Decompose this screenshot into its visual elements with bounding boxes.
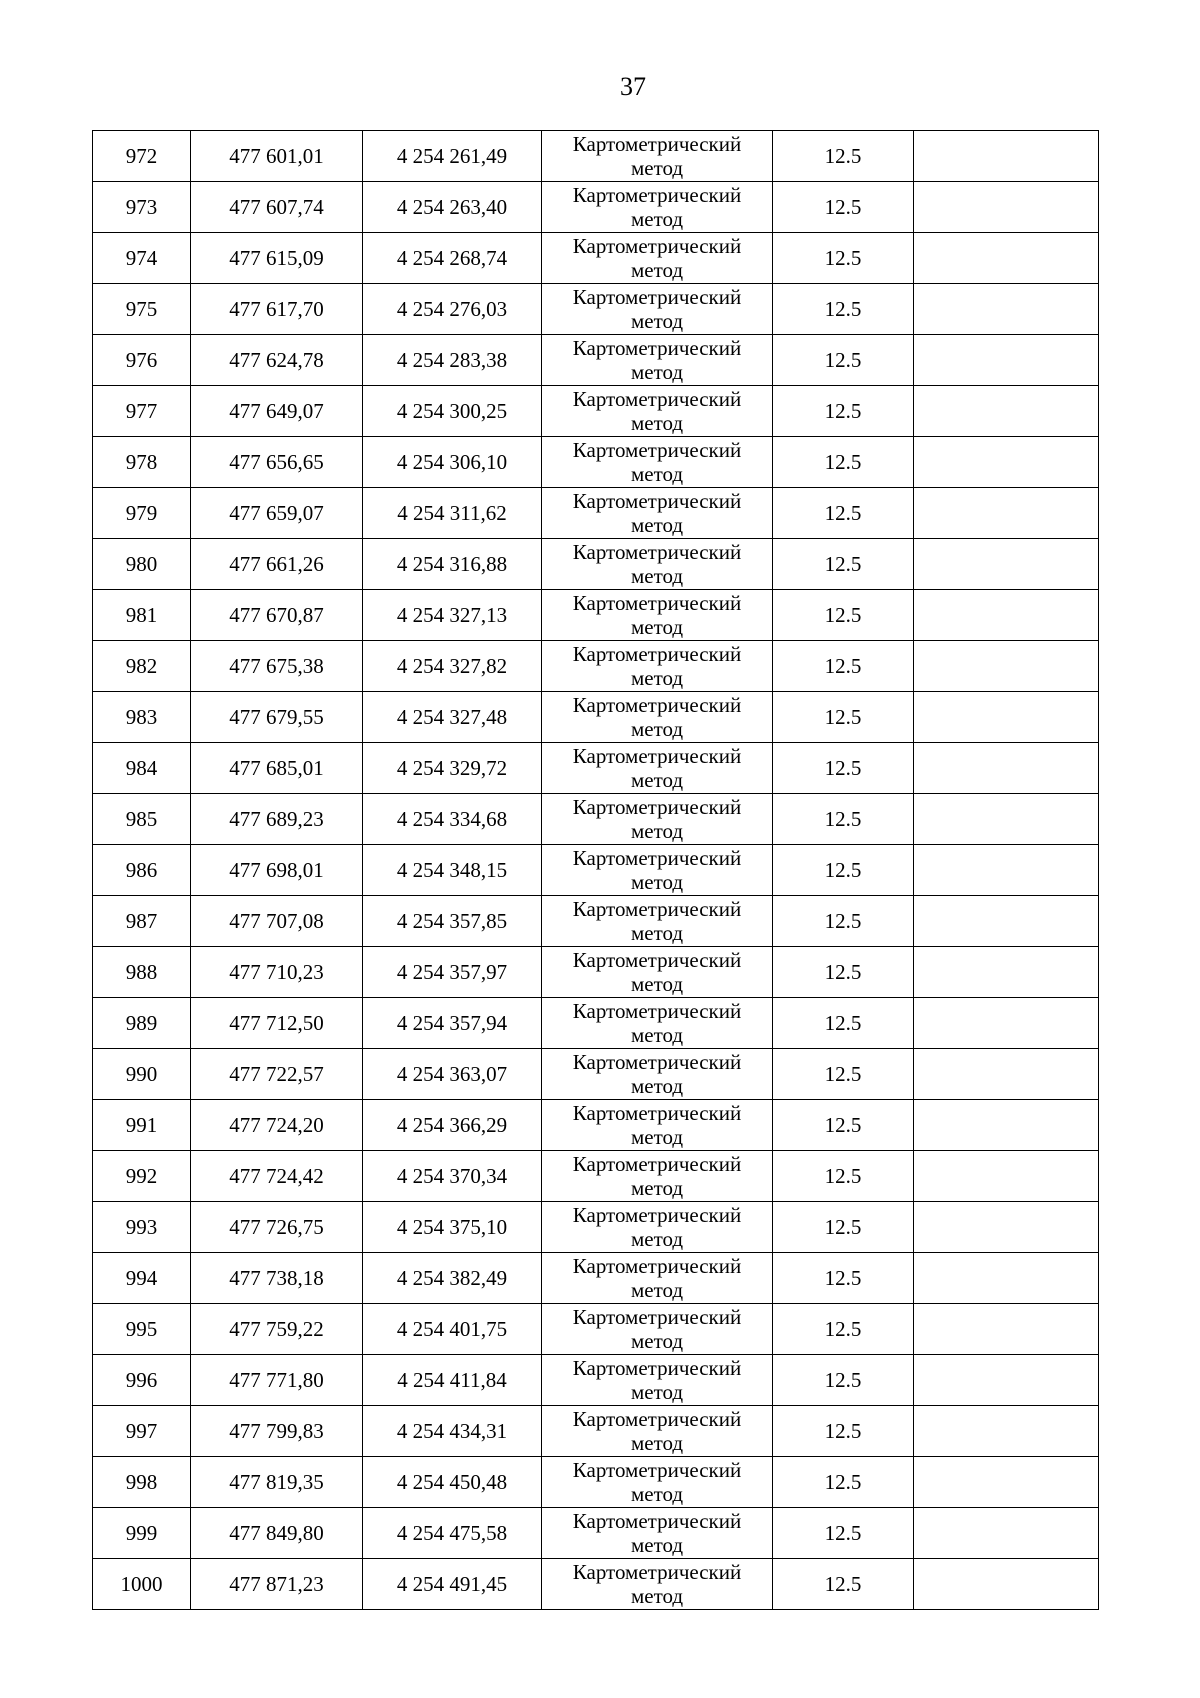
point-number-cell: 1000 xyxy=(93,1559,191,1610)
note-cell xyxy=(914,539,1099,590)
method-cell xyxy=(542,998,773,1049)
coordinates-table xyxy=(92,130,1099,1610)
method-line-1: Картометрический xyxy=(572,336,742,360)
note-cell xyxy=(914,743,1099,794)
x-coordinate-cell: 477 724,42 xyxy=(191,1151,363,1202)
y-coordinate-cell: 4 254 366,29 xyxy=(363,1100,542,1151)
y-coordinate-cell: 4 254 327,13 xyxy=(363,590,542,641)
method-line-1: Картометрический xyxy=(572,1050,742,1074)
method-cell xyxy=(542,692,773,743)
method-line-1: Картометрический xyxy=(572,132,742,156)
point-number-cell: 981 xyxy=(93,590,191,641)
note-cell xyxy=(914,182,1099,233)
method-line-2: метод xyxy=(630,1380,684,1404)
accuracy-cell: 12.5 xyxy=(773,539,914,590)
table-row xyxy=(93,182,1099,233)
method-cell xyxy=(542,1508,773,1559)
method-line-1: Картометрический xyxy=(572,897,742,921)
method-line-2: метод xyxy=(630,717,684,741)
x-coordinate-cell: 477 819,35 xyxy=(191,1457,363,1508)
x-coordinate-cell: 477 712,50 xyxy=(191,998,363,1049)
y-coordinate-cell: 4 254 475,58 xyxy=(363,1508,542,1559)
y-coordinate-cell: 4 254 357,94 xyxy=(363,998,542,1049)
point-number-cell: 991 xyxy=(93,1100,191,1151)
method-line-1: Картометрический xyxy=(572,744,742,768)
accuracy-cell: 12.5 xyxy=(773,335,914,386)
method-line-2: метод xyxy=(630,1074,684,1098)
method-line-1: Картометрический xyxy=(572,795,742,819)
method-cell xyxy=(542,1355,773,1406)
method-line-1: Картометрический xyxy=(572,1560,742,1584)
method-line-1: Картометрический xyxy=(572,1254,742,1278)
method-cell xyxy=(542,590,773,641)
note-cell xyxy=(914,1508,1099,1559)
method-line-1: Картометрический xyxy=(572,693,742,717)
y-coordinate-cell: 4 254 348,15 xyxy=(363,845,542,896)
method-cell xyxy=(542,1100,773,1151)
method-line-1: Картометрический xyxy=(572,1407,742,1431)
accuracy-cell: 12.5 xyxy=(773,794,914,845)
method-cell xyxy=(542,641,773,692)
note-cell xyxy=(914,1457,1099,1508)
x-coordinate-cell: 477 724,20 xyxy=(191,1100,363,1151)
table-row xyxy=(93,1151,1099,1202)
y-coordinate-cell: 4 254 327,48 xyxy=(363,692,542,743)
method-line-1: Картометрический xyxy=(572,387,742,411)
method-line-1: Картометрический xyxy=(572,1356,742,1380)
table-row xyxy=(93,1559,1099,1610)
method-line-2: метод xyxy=(630,819,684,843)
method-line-1: Картометрический xyxy=(572,1458,742,1482)
method-cell xyxy=(542,386,773,437)
note-cell xyxy=(914,794,1099,845)
y-coordinate-cell: 4 254 450,48 xyxy=(363,1457,542,1508)
point-number-cell: 999 xyxy=(93,1508,191,1559)
method-line-2: метод xyxy=(630,156,684,180)
point-number-cell: 977 xyxy=(93,386,191,437)
accuracy-cell: 12.5 xyxy=(773,1100,914,1151)
method-line-2: метод xyxy=(630,360,684,384)
accuracy-cell: 12.5 xyxy=(773,1457,914,1508)
table-row xyxy=(93,437,1099,488)
table-row xyxy=(93,845,1099,896)
accuracy-cell: 12.5 xyxy=(773,641,914,692)
x-coordinate-cell: 477 659,07 xyxy=(191,488,363,539)
note-cell xyxy=(914,1406,1099,1457)
method-cell xyxy=(542,335,773,386)
method-cell xyxy=(542,845,773,896)
x-coordinate-cell: 477 607,74 xyxy=(191,182,363,233)
accuracy-cell: 12.5 xyxy=(773,1406,914,1457)
note-cell xyxy=(914,998,1099,1049)
note-cell xyxy=(914,590,1099,641)
y-coordinate-cell: 4 254 276,03 xyxy=(363,284,542,335)
method-line-1: Картометрический xyxy=(572,1203,742,1227)
method-cell xyxy=(542,488,773,539)
note-cell xyxy=(914,437,1099,488)
accuracy-cell: 12.5 xyxy=(773,896,914,947)
x-coordinate-cell: 477 726,75 xyxy=(191,1202,363,1253)
point-number-cell: 974 xyxy=(93,233,191,284)
method-line-2: метод xyxy=(630,309,684,333)
x-coordinate-cell: 477 615,09 xyxy=(191,233,363,284)
x-coordinate-cell: 477 698,01 xyxy=(191,845,363,896)
note-cell xyxy=(914,488,1099,539)
method-line-1: Картометрический xyxy=(572,285,742,309)
note-cell xyxy=(914,386,1099,437)
method-line-2: метод xyxy=(630,1176,684,1200)
note-cell xyxy=(914,1202,1099,1253)
y-coordinate-cell: 4 254 357,85 xyxy=(363,896,542,947)
y-coordinate-cell: 4 254 306,10 xyxy=(363,437,542,488)
method-cell xyxy=(542,131,773,182)
point-number-cell: 990 xyxy=(93,1049,191,1100)
method-line-2: метод xyxy=(630,972,684,996)
note-cell xyxy=(914,692,1099,743)
y-coordinate-cell: 4 254 491,45 xyxy=(363,1559,542,1610)
method-cell xyxy=(542,182,773,233)
x-coordinate-cell: 477 849,80 xyxy=(191,1508,363,1559)
method-line-1: Картометрический xyxy=(572,540,742,564)
point-number-cell: 972 xyxy=(93,131,191,182)
x-coordinate-cell: 477 685,01 xyxy=(191,743,363,794)
point-number-cell: 988 xyxy=(93,947,191,998)
method-line-2: метод xyxy=(630,1584,684,1608)
point-number-cell: 975 xyxy=(93,284,191,335)
x-coordinate-cell: 477 661,26 xyxy=(191,539,363,590)
note-cell xyxy=(914,947,1099,998)
point-number-cell: 997 xyxy=(93,1406,191,1457)
table-row xyxy=(93,1253,1099,1304)
accuracy-cell: 12.5 xyxy=(773,845,914,896)
method-line-1: Картометрический xyxy=(572,591,742,615)
point-number-cell: 982 xyxy=(93,641,191,692)
method-line-2: метод xyxy=(630,768,684,792)
note-cell xyxy=(914,1049,1099,1100)
point-number-cell: 998 xyxy=(93,1457,191,1508)
x-coordinate-cell: 477 679,55 xyxy=(191,692,363,743)
point-number-cell: 984 xyxy=(93,743,191,794)
method-line-2: метод xyxy=(630,1125,684,1149)
method-line-2: метод xyxy=(630,870,684,894)
point-number-cell: 986 xyxy=(93,845,191,896)
accuracy-cell: 12.5 xyxy=(773,590,914,641)
method-line-1: Картометрический xyxy=(572,183,742,207)
table-row xyxy=(93,233,1099,284)
method-line-2: метод xyxy=(630,411,684,435)
method-line-2: метод xyxy=(630,1023,684,1047)
point-number-cell: 973 xyxy=(93,182,191,233)
note-cell xyxy=(914,1559,1099,1610)
point-number-cell: 979 xyxy=(93,488,191,539)
method-cell xyxy=(542,539,773,590)
x-coordinate-cell: 477 624,78 xyxy=(191,335,363,386)
method-line-2: метод xyxy=(630,1278,684,1302)
point-number-cell: 980 xyxy=(93,539,191,590)
method-line-1: Картометрический xyxy=(572,1305,742,1329)
table-row xyxy=(93,947,1099,998)
method-line-2: метод xyxy=(630,258,684,282)
method-cell xyxy=(542,1457,773,1508)
y-coordinate-cell: 4 254 300,25 xyxy=(363,386,542,437)
note-cell xyxy=(914,1355,1099,1406)
table-row xyxy=(93,1406,1099,1457)
x-coordinate-cell: 477 771,80 xyxy=(191,1355,363,1406)
y-coordinate-cell: 4 254 316,88 xyxy=(363,539,542,590)
x-coordinate-cell: 477 722,57 xyxy=(191,1049,363,1100)
method-line-1: Картометрический xyxy=(572,438,742,462)
table-row xyxy=(93,1049,1099,1100)
x-coordinate-cell: 477 799,83 xyxy=(191,1406,363,1457)
method-cell xyxy=(542,1151,773,1202)
accuracy-cell: 12.5 xyxy=(773,182,914,233)
table-row xyxy=(93,1202,1099,1253)
x-coordinate-cell: 477 617,70 xyxy=(191,284,363,335)
y-coordinate-cell: 4 254 329,72 xyxy=(363,743,542,794)
method-cell xyxy=(542,233,773,284)
x-coordinate-cell: 477 738,18 xyxy=(191,1253,363,1304)
accuracy-cell: 12.5 xyxy=(773,1355,914,1406)
x-coordinate-cell: 477 707,08 xyxy=(191,896,363,947)
point-number-cell: 996 xyxy=(93,1355,191,1406)
accuracy-cell: 12.5 xyxy=(773,1559,914,1610)
table-row xyxy=(93,1355,1099,1406)
method-line-1: Картометрический xyxy=(572,489,742,513)
method-line-1: Картометрический xyxy=(572,234,742,258)
table-row xyxy=(93,641,1099,692)
table-row xyxy=(93,794,1099,845)
y-coordinate-cell: 4 254 263,40 xyxy=(363,182,542,233)
x-coordinate-cell: 477 675,38 xyxy=(191,641,363,692)
method-line-2: метод xyxy=(630,513,684,537)
table-row xyxy=(93,590,1099,641)
accuracy-cell: 12.5 xyxy=(773,233,914,284)
accuracy-cell: 12.5 xyxy=(773,998,914,1049)
table-row xyxy=(93,743,1099,794)
x-coordinate-cell: 477 670,87 xyxy=(191,590,363,641)
note-cell xyxy=(914,1100,1099,1151)
method-cell xyxy=(542,794,773,845)
method-line-2: метод xyxy=(630,1329,684,1353)
y-coordinate-cell: 4 254 357,97 xyxy=(363,947,542,998)
method-cell xyxy=(542,1202,773,1253)
method-line-2: метод xyxy=(630,564,684,588)
table-row xyxy=(93,386,1099,437)
y-coordinate-cell: 4 254 363,07 xyxy=(363,1049,542,1100)
accuracy-cell: 12.5 xyxy=(773,692,914,743)
method-cell xyxy=(542,437,773,488)
point-number-cell: 976 xyxy=(93,335,191,386)
x-coordinate-cell: 477 759,22 xyxy=(191,1304,363,1355)
method-line-2: метод xyxy=(630,666,684,690)
point-number-cell: 992 xyxy=(93,1151,191,1202)
method-cell xyxy=(542,1406,773,1457)
method-line-2: метод xyxy=(630,921,684,945)
table-row xyxy=(93,488,1099,539)
method-cell xyxy=(542,1559,773,1610)
y-coordinate-cell: 4 254 370,34 xyxy=(363,1151,542,1202)
method-line-1: Картометрический xyxy=(572,642,742,666)
method-line-2: метод xyxy=(630,1431,684,1455)
y-coordinate-cell: 4 254 311,62 xyxy=(363,488,542,539)
page-number: 37 xyxy=(620,72,646,101)
note-cell xyxy=(914,233,1099,284)
point-number-cell: 995 xyxy=(93,1304,191,1355)
method-line-2: метод xyxy=(630,615,684,639)
accuracy-cell: 12.5 xyxy=(773,1508,914,1559)
accuracy-cell: 12.5 xyxy=(773,437,914,488)
note-cell xyxy=(914,131,1099,182)
accuracy-cell: 12.5 xyxy=(773,386,914,437)
table-row xyxy=(93,896,1099,947)
point-number-cell: 989 xyxy=(93,998,191,1049)
table-row xyxy=(93,131,1099,182)
method-cell xyxy=(542,1049,773,1100)
note-cell xyxy=(914,284,1099,335)
y-coordinate-cell: 4 254 283,38 xyxy=(363,335,542,386)
x-coordinate-cell: 477 710,23 xyxy=(191,947,363,998)
method-cell xyxy=(542,1304,773,1355)
table-row xyxy=(93,1100,1099,1151)
x-coordinate-cell: 477 656,65 xyxy=(191,437,363,488)
x-coordinate-cell: 477 871,23 xyxy=(191,1559,363,1610)
method-cell xyxy=(542,896,773,947)
accuracy-cell: 12.5 xyxy=(773,1253,914,1304)
note-cell xyxy=(914,1151,1099,1202)
method-line-2: метод xyxy=(630,1533,684,1557)
note-cell xyxy=(914,335,1099,386)
method-line-1: Картометрический xyxy=(572,948,742,972)
method-line-2: метод xyxy=(630,462,684,486)
x-coordinate-cell: 477 689,23 xyxy=(191,794,363,845)
accuracy-cell: 12.5 xyxy=(773,947,914,998)
accuracy-cell: 12.5 xyxy=(773,1049,914,1100)
accuracy-cell: 12.5 xyxy=(773,284,914,335)
point-number-cell: 985 xyxy=(93,794,191,845)
method-line-1: Картометрический xyxy=(572,1152,742,1176)
table-row xyxy=(93,284,1099,335)
method-line-1: Картометрический xyxy=(572,1509,742,1533)
method-line-2: метод xyxy=(630,1482,684,1506)
y-coordinate-cell: 4 254 334,68 xyxy=(363,794,542,845)
point-number-cell: 983 xyxy=(93,692,191,743)
point-number-cell: 978 xyxy=(93,437,191,488)
method-line-2: метод xyxy=(630,207,684,231)
x-coordinate-cell: 477 601,01 xyxy=(191,131,363,182)
y-coordinate-cell: 4 254 382,49 xyxy=(363,1253,542,1304)
point-number-cell: 987 xyxy=(93,896,191,947)
accuracy-cell: 12.5 xyxy=(773,131,914,182)
note-cell xyxy=(914,896,1099,947)
table-row xyxy=(93,1304,1099,1355)
table-row xyxy=(93,539,1099,590)
method-cell xyxy=(542,1253,773,1304)
table-row xyxy=(93,998,1099,1049)
accuracy-cell: 12.5 xyxy=(773,1151,914,1202)
note-cell xyxy=(914,845,1099,896)
accuracy-cell: 12.5 xyxy=(773,743,914,794)
note-cell xyxy=(914,641,1099,692)
y-coordinate-cell: 4 254 327,82 xyxy=(363,641,542,692)
table-row xyxy=(93,1508,1099,1559)
accuracy-cell: 12.5 xyxy=(773,1202,914,1253)
table-row xyxy=(93,335,1099,386)
accuracy-cell: 12.5 xyxy=(773,488,914,539)
table-row xyxy=(93,692,1099,743)
note-cell xyxy=(914,1253,1099,1304)
y-coordinate-cell: 4 254 261,49 xyxy=(363,131,542,182)
method-line-1: Картометрический xyxy=(572,1101,742,1125)
table-body xyxy=(93,131,1099,1610)
accuracy-cell: 12.5 xyxy=(773,1304,914,1355)
method-cell xyxy=(542,284,773,335)
method-line-1: Картометрический xyxy=(572,846,742,870)
x-coordinate-cell: 477 649,07 xyxy=(191,386,363,437)
y-coordinate-cell: 4 254 268,74 xyxy=(363,233,542,284)
method-line-2: метод xyxy=(630,1227,684,1251)
note-cell xyxy=(914,1304,1099,1355)
y-coordinate-cell: 4 254 401,75 xyxy=(363,1304,542,1355)
table-row xyxy=(93,1457,1099,1508)
method-cell xyxy=(542,743,773,794)
y-coordinate-cell: 4 254 375,10 xyxy=(363,1202,542,1253)
point-number-cell: 994 xyxy=(93,1253,191,1304)
method-line-1: Картометрический xyxy=(572,999,742,1023)
point-number-cell: 993 xyxy=(93,1202,191,1253)
y-coordinate-cell: 4 254 411,84 xyxy=(363,1355,542,1406)
y-coordinate-cell: 4 254 434,31 xyxy=(363,1406,542,1457)
method-cell xyxy=(542,947,773,998)
